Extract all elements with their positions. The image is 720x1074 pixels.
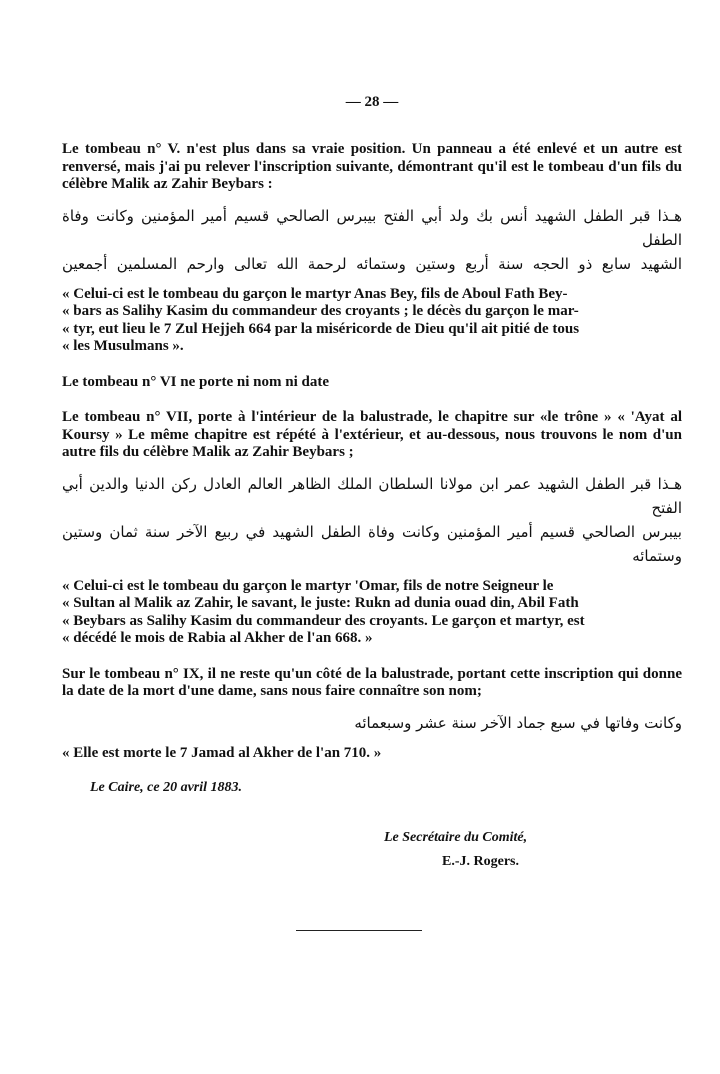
translation-3: « Elle est morte le 7 Jamad al Akher de l'an 710. » [62, 744, 382, 761]
quote-line: « Sultan al Malik az Zahir, le savant, le juste: Rukn ad dunia ouad din, Abil Fath [62, 595, 579, 611]
paragraph-tomb-vii: Le tombeau n° VII, porte à l'intérieur de la balustrade, le chapitre sur «le trône » « 'Ayat al Koursy » Le même chapitre est répété à l'extérieur, et au-dessous, nous trouvons le nom d'un autre fils du célèbre Malik az Zahir Beybars ; [62, 409, 682, 460]
arabic-inscription-1 [62, 204, 682, 276]
arabic-line: هـذا قبر الطفل الشهيد أنس بك ولد أبي الفتح بيبرس الصالحي قسيم أمير المؤمنين وكانت وفاة الطفل [62, 206, 682, 249]
signature-title: Le Secrétaire du Comité, [384, 830, 528, 845]
arabic-line: وكانت وفاتها في سبع جماد الآخر سنة عشر وسبعمائه [354, 713, 682, 732]
paragraph-tomb-v: Le tombeau n° V. n'est plus dans sa vraie position. Un panneau a été enlevé et un autre est renversé, mais j'ai pu relever l'inscription suivante, démontrant qu'il est le tombeau d'un fils du célèbre Malik az Zahir Beybars : [62, 141, 682, 192]
place-date: Le Caire, ce 20 avril 1883. [90, 780, 243, 795]
paragraph-tomb-ix: Sur le tombeau n° IX, il ne reste qu'un côté de la balustrade, portant cette inscription qui donne la date de la mort d'une dame, sans nous faire connaître son nom; [62, 665, 682, 699]
quote-line: « Celui-ci est le tombeau du garçon le martyr Anas Bey, fils de Aboul Fath Bey- [62, 285, 568, 302]
translation-1 [62, 286, 682, 356]
translation-2 [62, 578, 682, 648]
quote-line: « Celui-ci est le tombeau du garçon le martyr 'Omar, fils de notre Seigneur le [62, 577, 554, 594]
arabic-line: هـذا قبر الطفل الشهيد عمر ابن مولانا السلطان الملك الظاهر العالم العادل ركن الدنيا والدين أبي الفتح [62, 474, 682, 517]
signature-name: E.-J. Rogers. [442, 854, 519, 869]
arabic-line: بيبرس الصالحي قسيم أمير المؤمنين وكانت وفاة الطفل الشهيد في ربيع الآخر سنة ثمان وستين وستمائه [62, 522, 682, 565]
arabic-inscription-2 [62, 472, 682, 568]
page-number: — 28 — [345, 94, 399, 110]
arabic-line: الشهيد سابع ذو الحجه سنة أربع وستين وستمائه لرحمة الله تعالى وارحم المسلمين أجمعين [62, 254, 682, 273]
quote-line: « bars as Salihy Kasim du commandeur des croyants ; le décès du garçon le mar- [62, 303, 579, 319]
arabic-inscription-3 [62, 711, 682, 735]
end-rule [296, 930, 422, 931]
quote-line: « les Musulmans ». [62, 338, 184, 354]
quote-line: « tyr, eut lieu le 7 Zul Hejjeh 664 par la miséricorde de Dieu qu'il ait pitié de tous [62, 320, 580, 337]
quote-line: « décédé le mois de Rabia al Akher de l'an 668. » [62, 630, 373, 646]
quote-line: « Beybars as Salihy Kasim du commandeur des croyants. Le garçon et martyr, est [62, 612, 585, 629]
paragraph-tomb-vi: Le tombeau n° VI ne porte ni nom ni date [62, 373, 329, 390]
